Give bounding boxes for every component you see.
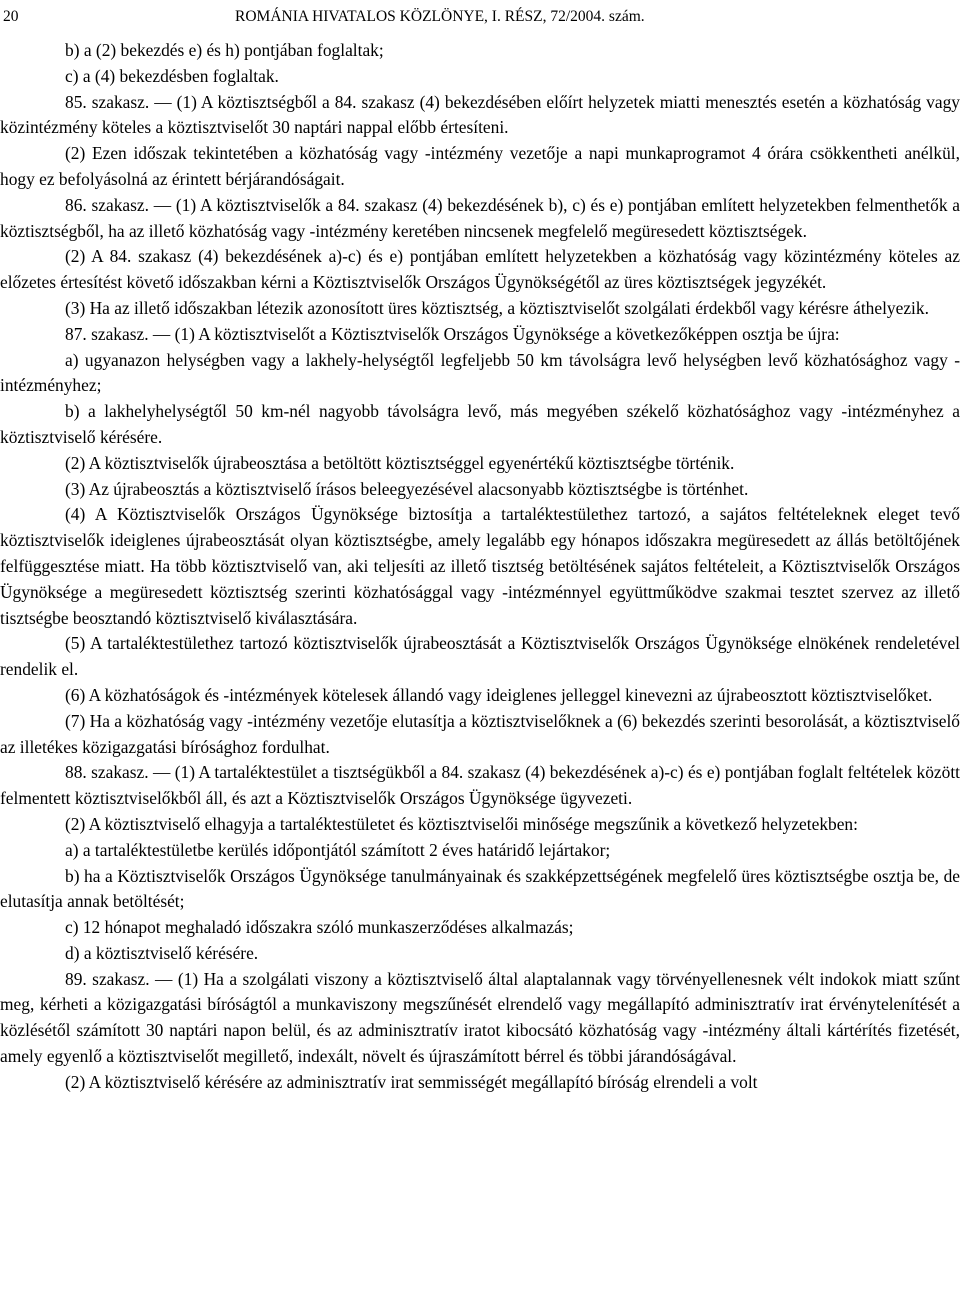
section-85-paragraph-1: 85. szakasz. — (1) A köztisztségből a 84. szakasz (4) bekezdésében előírt helyzetek miatti menesztés esetén a közhatóság vagy közintézmény köteles a köztisztviselőt 30 naptári nappal előbb értesíteni. [0, 91, 960, 138]
section-87-item-b: b) a lakhelyhelységtől 50 km-nél nagyobb távolságra levő, más megyében székelő közhatósághoz vagy -intézményhez a köztisztviselő kérésére. [0, 401, 960, 447]
section-89-paragraph-2: (2) A köztisztviselő kérésére az adminisztratív irat semmisségét megállapító bíróság elrendeli a volt [65, 1071, 758, 1092]
section-88-item-d: d) a köztisztviselő kérésére. [65, 942, 259, 963]
section-85-paragraph-2: (2) Ezen időszak tekintetében a közhatóság vagy -intézmény vezetője a napi munkaprogramot 4 órára csökkentheti anélkül, hogy ez befolyásolná az érintett bérjárandóságait. [0, 143, 960, 189]
section-86-paragraph-1: 86. szakasz. — (1) A köztisztviselők a 84. szakasz (4) bekezdésének b), c) és e) pontjában említett helyzetekben felmenthetők a köztisztségből, ha az illető közhatóság vagy -intézmény keretében nincsenek megfelelő megüresedett köztisztségek. [0, 194, 960, 241]
section-86-paragraph-2: (2) A 84. szakasz (4) bekezdésének a)-c) és e) pontjában említett helyzetekben a közhatóság vagy közintézmény köteles az előzetes értesítést követő időszakban kérni a Köztisztviselők Országos Ügynökségétől az üres köztisztségek jegyzékét. [0, 246, 960, 293]
section-87-paragraph-6: (6) A közhatóságok és -intézmények kötelesek állandó vagy ideiglenes jelleggel kinevezni az újrabeosztott köztisztviselőket. [65, 684, 933, 705]
section-88-item-c: c) 12 hónapot meghaladó időszakra szóló munkaszerződéses alkalmazás; [65, 917, 574, 938]
list-item-c: c) a (4) bekezdésben foglaltak. [65, 65, 279, 86]
section-87-paragraph-2: (2) A köztisztviselők újrabeosztása a betöltött köztisztséggel egyenértékű köztisztségbe történik. [65, 452, 735, 473]
section-88-paragraph-2: (2) A köztisztviselő elhagyja a tartaléktestületet és köztisztviselői minősége megszűnik a következő helyzetekben: [65, 813, 858, 834]
list-item-b: b) a (2) bekezdés e) és h) pontjában foglaltak; [65, 40, 384, 60]
section-87-paragraph-3: (3) Az újrabeosztás a köztisztviselő írásos beleegyezésével alacsonyabb köztisztségbe is történhet. [65, 478, 749, 499]
section-88-paragraph-1: 88. szakasz. — (1) A tartaléktestület a tisztségükből a 84. szakasz (4) bekezdésének a)-c) és e) pontjában foglalt feltételek között felmentett köztisztviselőkből áll, és azt a Köztisztviselők Országos Ügynöksége ügyvezeti. [0, 762, 960, 809]
section-89-paragraph-1: 89. szakasz. — (1) Ha a szolgálati viszony a köztisztviselő által alaptalannak vagy törvényellenesnek vélt indokok miatt szűnt meg, kérheti a közigazgatási bíróságtól a munkaviszony megszűnését elrendelő vagy megállapító adminisztratív irat érvénytelenítését a közlésétől számított 30 naptári napon belül, és az adminisztratív iratot kibocsátó közhatóság vagy -intézmény általi kártérítés fizetését, amely egyenlő a köztisztviselőt megillető, indexált, növelt és újraszámított bérrel és többi járandóságával. [0, 968, 960, 1067]
section-86-paragraph-3: (3) Ha az illető időszakban létezik azonosított üres köztisztség, a köztisztviselőt szolgálati érdekből vagy kérésre áthelyezik. [65, 297, 929, 318]
page-header [0, 5, 960, 29]
section-88-item-a: a) a tartaléktestületbe kerülés időpontjától számított 2 éves határidő lejártakor; [65, 839, 611, 860]
running-title: ROMÁNIA HIVATALOS KÖZLÖNYE, I. RÉSZ, 72/2004. szám. [235, 8, 645, 25]
section-87-paragraph-4: (4) A Köztisztviselők Országos Ügynöksége biztosítja a tartaléktestülethez tartozó, a sajátos feltételeknek eleget tevő köztisztviselők ideiglenes újrabeosztását olyan köztisztségbe, amely legalább egy hónapos időszakra megüresedett az állás betöltőjének felfüggesztése miatt. Ha több köztisztviselő van, aki teljesíti az illető tisztség betöltésének sajátos feltételeit, a Köztisztviselők Országos Ügynöksége a megüresedett köztisztség szerinti közhatósággal vagy -intézménnyel együttműködve szakmai tesztet szervez az illető tisztségbe beosztandó köztisztviselő kiválasztására. [0, 504, 960, 628]
section-87-paragraph-5: (5) A tartaléktestülethez tartozó köztisztviselők újrabeosztását a Köztisztviselők Országos Ügynöksége elnökének rendeletével rendelik el. [0, 633, 960, 680]
section-87-paragraph-1: 87. szakasz. — (1) A köztisztviselőt a Köztisztviselők Országos Ügynöksége a következőképpen osztja be újra: [65, 323, 840, 344]
page-number: 20 [3, 8, 19, 25]
section-88-item-b: b) ha a Köztisztviselők Országos Ügynöksége tanulmányainak és szakképzettségének megfelelő üres köztisztségbe osztja be, de elutasítja annak betöltését; [0, 865, 960, 912]
section-87-item-a: a) ugyanazon helységben vagy a lakhely-helységtől legfeljebb 50 km távolságra levő helységben levő közhatósághoz vagy -intézményhez; [0, 349, 960, 396]
section-87-paragraph-7: (7) Ha a közhatóság vagy -intézmény vezetője elutasítja a köztisztviselőknek a (6) bekezdés szerinti besorolását, a köztisztviselő az illetékes közigazgatási bírósághoz fordulhat. [0, 710, 960, 757]
document-body [0, 38, 960, 1096]
